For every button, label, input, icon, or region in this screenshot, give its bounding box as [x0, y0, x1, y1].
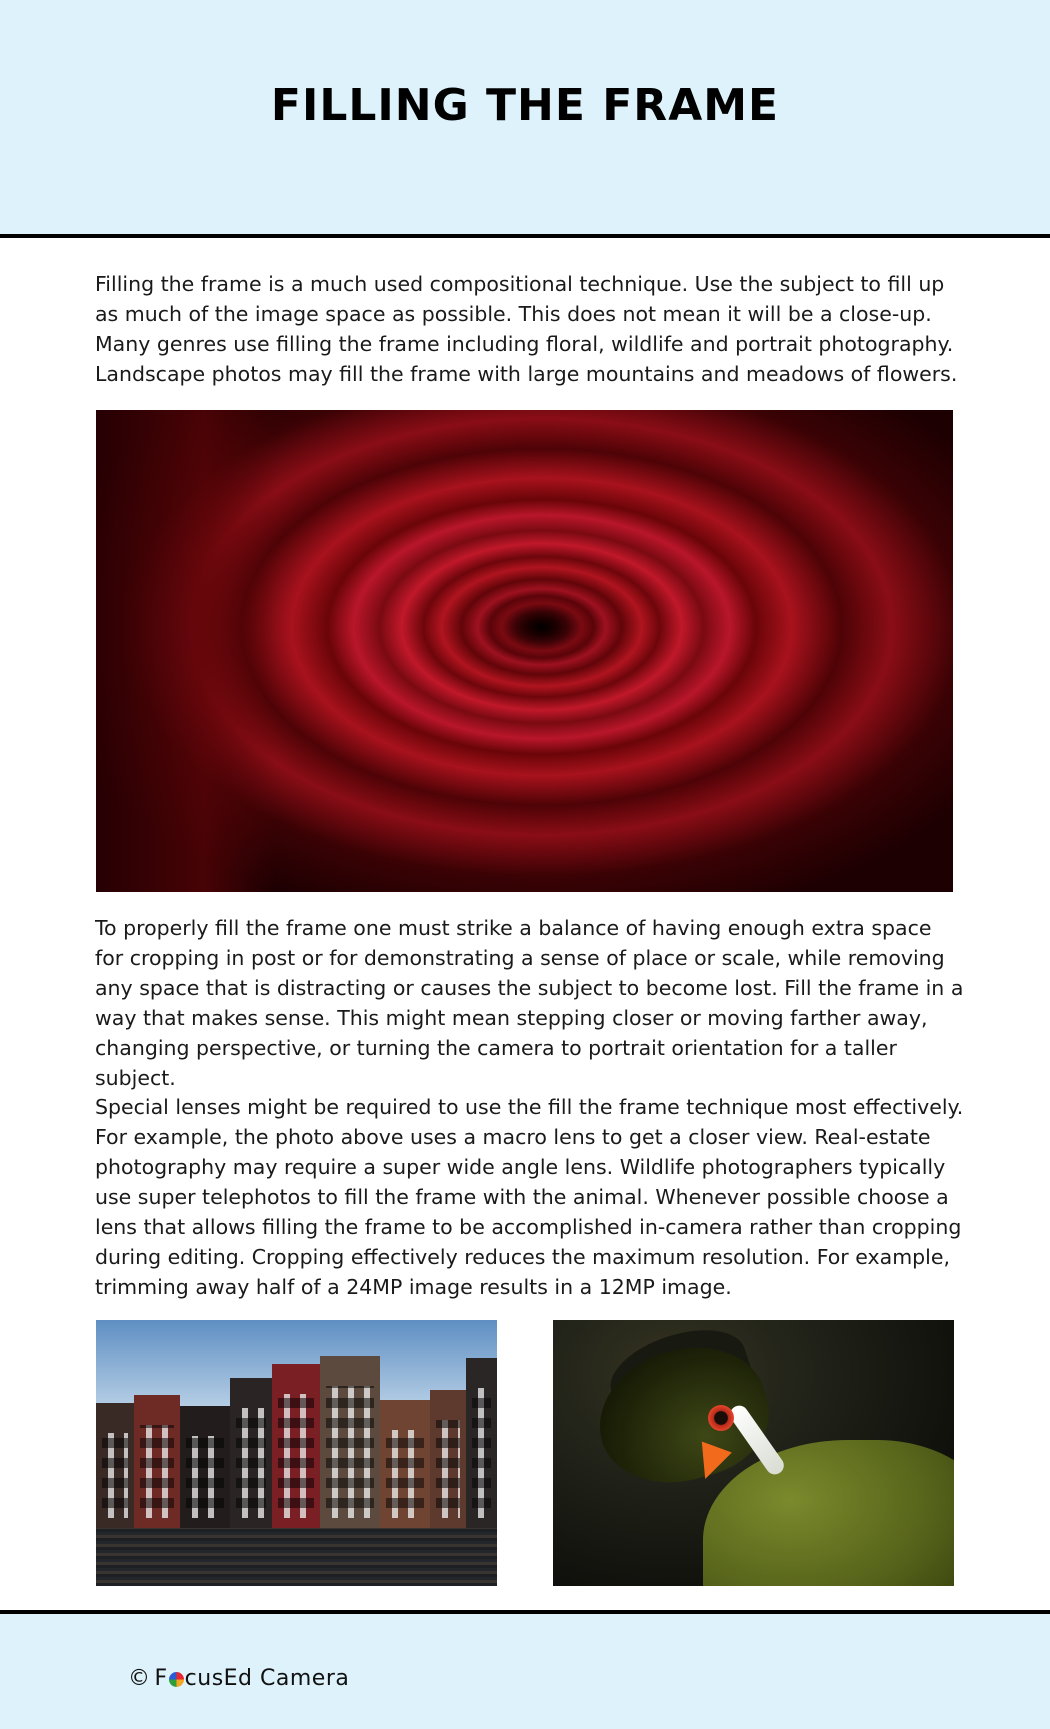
house — [180, 1406, 230, 1528]
balance-paragraph: To properly fill the frame one must strike a balance of having enough extra space for cropping in post or for demonstrating a sense of place or scale, while removing any space that is distracting or causes the subject to become lost. Fill the frame in a way that makes sense. This might mean stepping closer or moving farther away, changing perspective, or turning the camera to portrait orientation for a taller subject. — [95, 916, 964, 1090]
bird-eye — [708, 1405, 734, 1431]
house — [320, 1356, 380, 1528]
page-header — [0, 0, 1050, 238]
page-title: FILLING THE FRAME — [270, 80, 780, 131]
turaco-bird-photo — [553, 1320, 954, 1586]
canal-houses-photo — [96, 1320, 497, 1586]
bird-body — [703, 1440, 954, 1586]
house — [466, 1358, 497, 1528]
page-footer — [0, 1610, 1050, 1729]
house — [272, 1364, 320, 1528]
intro-paragraph: Filling the frame is a much used compositional technique. Use the subject to fill up as much of the image space as possible. This does not mean it will be a close-up. Many genres use filling the frame including floral, wildlife and portrait photography. Landscape photos may fill the frame with large mountains and meadows of flowers. — [95, 272, 958, 386]
rose-photo — [96, 410, 953, 892]
house — [430, 1390, 466, 1528]
brand-text-start: F — [154, 1666, 168, 1691]
house — [230, 1378, 272, 1528]
brand-mark — [128, 1666, 349, 1691]
lens-logo-icon — [169, 1672, 184, 1687]
rose-petal-shadow — [96, 410, 276, 892]
brand-text-end: cusEd Camera — [184, 1666, 350, 1691]
canal-water — [96, 1528, 497, 1586]
lenses-paragraph: Special lenses might be required to use the fill the frame technique most effectively. For example, the photo above uses a macro lens to get a closer view. Real-estate photography may require a super wide angle lens. Wildlife photographers typically use super telephotos to fill the frame with the animal. Whenever possible choose a lens that allows filling the frame to be accomplished in-camera rather than cropping during editing. Cropping effectively reduces the maximum resolution. For example, trimming away half of a 24MP image results in a 12MP image. — [95, 1095, 964, 1299]
house — [380, 1400, 430, 1528]
house — [96, 1403, 134, 1528]
copyright-symbol: © — [128, 1666, 151, 1691]
house — [134, 1395, 180, 1528]
